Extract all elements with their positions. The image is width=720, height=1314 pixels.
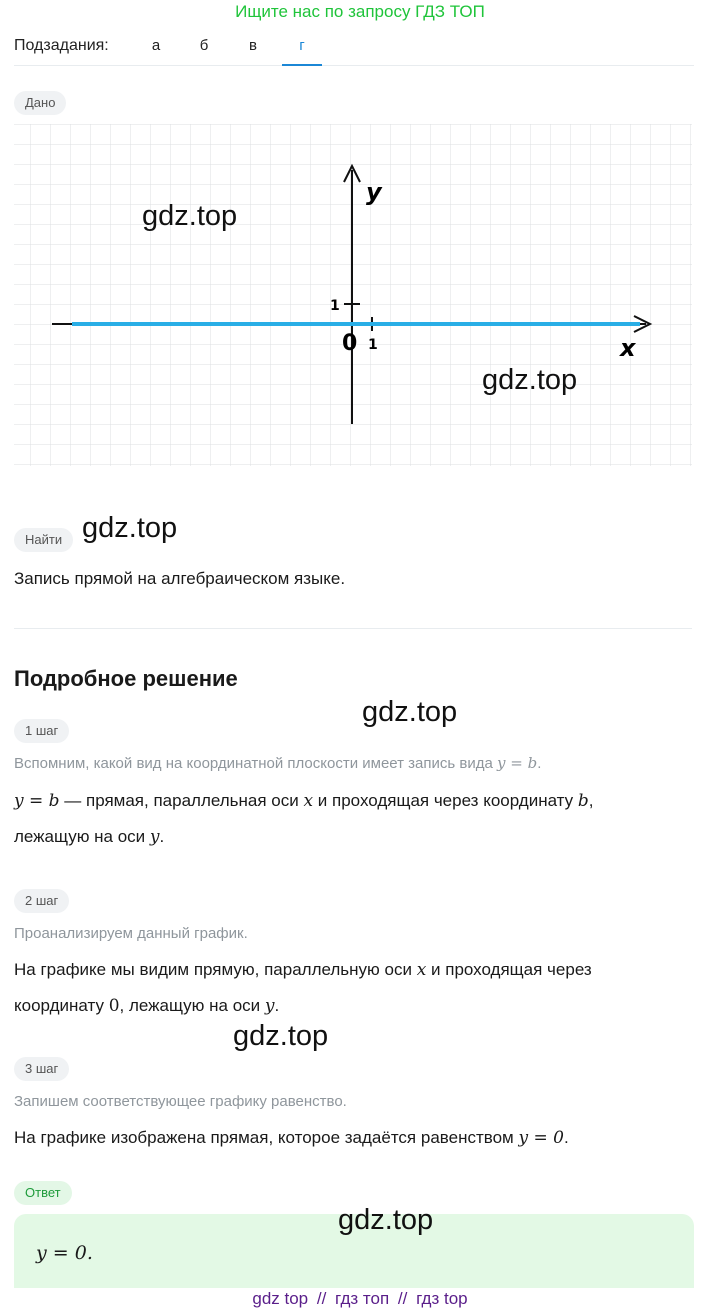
step-3-chip: 3 шаг	[14, 1057, 69, 1081]
tab-subtask-b[interactable]: б	[199, 37, 209, 54]
watermark: gdz.top	[82, 512, 178, 544]
coordinate-graph	[14, 124, 692, 466]
step-2-chip: 2 шаг	[14, 889, 69, 913]
watermark: gdz.top	[482, 364, 578, 396]
watermark: gdz.top	[233, 1020, 329, 1052]
step-1-body: y = b — прямая, параллельная оси x и проходящая через координату b, лежащую на оси y.	[14, 791, 594, 847]
footer-links	[0, 1289, 720, 1309]
find-chip: Найти	[14, 528, 73, 552]
tab-subtask-g[interactable]: г	[282, 37, 322, 66]
watermark: gdz.top	[338, 1204, 434, 1236]
answer-text: y = 0.	[36, 1242, 93, 1264]
footer-link-gdz-top-mixed[interactable]: гдз top	[416, 1289, 468, 1308]
find-text: Запись прямой на алгебраическом языке.	[14, 569, 346, 588]
step-3-hint: Запишем соответствующее графику равенство.	[14, 1093, 347, 1110]
divider	[14, 628, 692, 629]
step-2-body: На графике мы видим прямую, параллельную оси x и проходящая через координату 0, лежащую на оси y.	[14, 960, 592, 1016]
subtasks-label: Подзадания:	[14, 37, 109, 54]
solution-title: Подробное решение	[14, 666, 238, 691]
footer-separator: //	[316, 1289, 327, 1308]
promo-banner[interactable]: Ищите нас по запросу ГДЗ ТОП	[235, 2, 485, 21]
step-1-hint: Вспомним, какой вид на координатной плоскости имеет запись вида y = b.	[14, 754, 542, 772]
subtasks-bar	[14, 36, 694, 66]
step-3-body: На графике изображена прямая, которое задаётся равенством y = 0.	[14, 1128, 569, 1148]
x-tick-label: 1	[368, 337, 378, 353]
watermark: gdz.top	[362, 696, 458, 728]
watermark: gdz.top	[142, 200, 238, 232]
origin-label: 0	[342, 331, 358, 356]
tab-subtask-v[interactable]: в	[249, 37, 257, 54]
y-axis-label: y	[366, 178, 382, 206]
step-2-hint: Проанализируем данный график.	[14, 925, 248, 942]
step-1-chip: 1 шаг	[14, 719, 69, 743]
footer-separator: //	[397, 1289, 408, 1308]
tab-subtask-a[interactable]: а	[151, 37, 161, 54]
y-tick-label: 1	[330, 298, 340, 314]
answer-chip: Ответ	[14, 1181, 72, 1205]
footer-link-gdz-top[interactable]: gdz top	[252, 1289, 309, 1308]
given-chip: Дано	[14, 91, 66, 115]
footer-link-gdz-top-ru[interactable]: гдз топ	[335, 1289, 390, 1308]
x-axis-label: x	[620, 334, 636, 362]
